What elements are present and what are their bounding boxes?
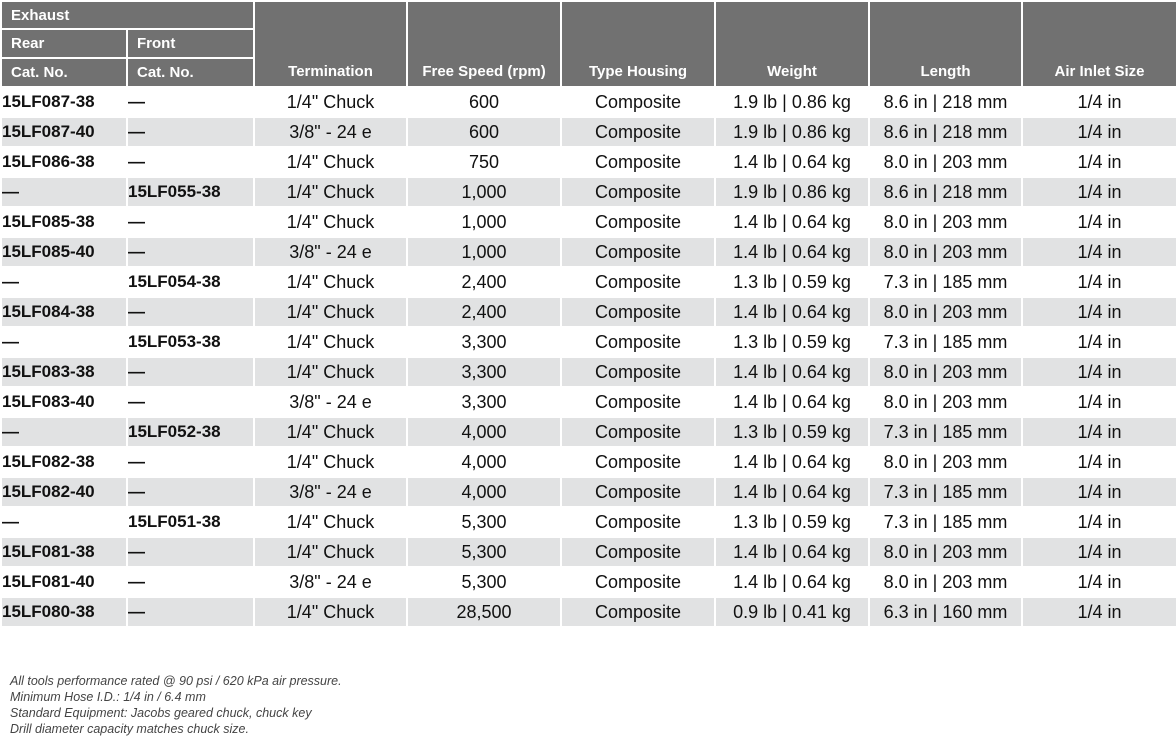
cell-cat-no-rear: 15LF087-40 bbox=[1, 117, 127, 147]
table-row bbox=[1, 207, 1176, 237]
header-cat-no-rear: Cat. No. bbox=[1, 58, 127, 87]
header-weight: Weight bbox=[715, 1, 869, 87]
cell-cat-no-front: 15LF054-38 bbox=[127, 267, 254, 297]
cell-free-speed: 750 bbox=[407, 147, 561, 177]
cell-termination: 3/8" - 24 e bbox=[254, 237, 407, 267]
cell-free-speed: 1,000 bbox=[407, 237, 561, 267]
cell-free-speed: 2,400 bbox=[407, 267, 561, 297]
cell-air-inlet-size: 1/4 in bbox=[1022, 327, 1176, 357]
cell-type-housing: Composite bbox=[561, 267, 715, 297]
table-row bbox=[1, 507, 1176, 537]
cell-length: 8.0 in | 203 mm bbox=[869, 297, 1022, 327]
header-cat-no-front: Cat. No. bbox=[127, 58, 254, 87]
cell-cat-no-rear: 15LF081-38 bbox=[1, 537, 127, 567]
table-header bbox=[1, 1, 1176, 87]
cell-cat-no-front: — bbox=[127, 147, 254, 177]
cell-type-housing: Composite bbox=[561, 597, 715, 627]
cell-air-inlet-size: 1/4 in bbox=[1022, 147, 1176, 177]
cell-air-inlet-size: 1/4 in bbox=[1022, 387, 1176, 417]
header-air-inlet-size: Air Inlet Size bbox=[1022, 1, 1176, 87]
table-row bbox=[1, 327, 1176, 357]
cell-type-housing: Composite bbox=[561, 387, 715, 417]
cell-cat-no-front: — bbox=[127, 117, 254, 147]
cell-length: 7.3 in | 185 mm bbox=[869, 327, 1022, 357]
cell-length: 8.0 in | 203 mm bbox=[869, 447, 1022, 477]
cell-air-inlet-size: 1/4 in bbox=[1022, 177, 1176, 207]
table-row bbox=[1, 117, 1176, 147]
cell-free-speed: 28,500 bbox=[407, 597, 561, 627]
cell-weight: 1.4 lb | 0.64 kg bbox=[715, 477, 869, 507]
cell-cat-no-front: — bbox=[127, 207, 254, 237]
table-row bbox=[1, 297, 1176, 327]
cell-weight: 1.4 lb | 0.64 kg bbox=[715, 207, 869, 237]
cell-length: 7.3 in | 185 mm bbox=[869, 477, 1022, 507]
cell-length: 8.6 in | 218 mm bbox=[869, 177, 1022, 207]
cell-termination: 1/4" Chuck bbox=[254, 147, 407, 177]
cell-air-inlet-size: 1/4 in bbox=[1022, 117, 1176, 147]
cell-cat-no-rear: 15LF087-38 bbox=[1, 87, 127, 117]
cell-free-speed: 600 bbox=[407, 87, 561, 117]
table-row bbox=[1, 267, 1176, 297]
header-free-speed: Free Speed (rpm) bbox=[407, 1, 561, 87]
cell-free-speed: 1,000 bbox=[407, 207, 561, 237]
header-type-housing: Type Housing bbox=[561, 1, 715, 87]
cell-cat-no-rear: 15LF082-38 bbox=[1, 447, 127, 477]
table-row bbox=[1, 567, 1176, 597]
cell-air-inlet-size: 1/4 in bbox=[1022, 357, 1176, 387]
cell-free-speed: 4,000 bbox=[407, 417, 561, 447]
header-termination: Termination bbox=[254, 1, 407, 87]
cell-type-housing: Composite bbox=[561, 237, 715, 267]
footnote: Standard Equipment: Jacobs geared chuck, chuck key bbox=[10, 706, 312, 720]
cell-weight: 0.9 lb | 0.41 kg bbox=[715, 597, 869, 627]
cell-termination: 3/8" - 24 e bbox=[254, 567, 407, 597]
cell-termination: 1/4" Chuck bbox=[254, 267, 407, 297]
cell-weight: 1.4 lb | 0.64 kg bbox=[715, 357, 869, 387]
cell-type-housing: Composite bbox=[561, 567, 715, 597]
cell-termination: 1/4" Chuck bbox=[254, 297, 407, 327]
cell-cat-no-front: — bbox=[127, 477, 254, 507]
cell-type-housing: Composite bbox=[561, 147, 715, 177]
cell-length: 8.0 in | 203 mm bbox=[869, 387, 1022, 417]
table-row bbox=[1, 537, 1176, 567]
cell-termination: 1/4" Chuck bbox=[254, 327, 407, 357]
cell-cat-no-rear: 15LF082-40 bbox=[1, 477, 127, 507]
cell-cat-no-rear: 15LF085-38 bbox=[1, 207, 127, 237]
cell-cat-no-front: — bbox=[127, 387, 254, 417]
cell-cat-no-front: — bbox=[127, 297, 254, 327]
header-length: Length bbox=[869, 1, 1022, 87]
table-row bbox=[1, 87, 1176, 117]
cell-type-housing: Composite bbox=[561, 447, 715, 477]
cell-length: 8.0 in | 203 mm bbox=[869, 567, 1022, 597]
cell-free-speed: 1,000 bbox=[407, 177, 561, 207]
table-row bbox=[1, 177, 1176, 207]
footnote: Drill diameter capacity matches chuck size. bbox=[10, 722, 249, 736]
cell-length: 8.0 in | 203 mm bbox=[869, 207, 1022, 237]
footnote: Minimum Hose I.D.: 1/4 in / 6.4 mm bbox=[10, 690, 206, 704]
cell-cat-no-rear: — bbox=[1, 267, 127, 297]
cell-cat-no-front: — bbox=[127, 237, 254, 267]
cell-cat-no-rear: 15LF083-38 bbox=[1, 357, 127, 387]
table-row bbox=[1, 237, 1176, 267]
cell-free-speed: 5,300 bbox=[407, 537, 561, 567]
cell-air-inlet-size: 1/4 in bbox=[1022, 447, 1176, 477]
cell-cat-no-front: 15LF053-38 bbox=[127, 327, 254, 357]
table-row bbox=[1, 477, 1176, 507]
cell-length: 8.0 in | 203 mm bbox=[869, 537, 1022, 567]
header-front: Front bbox=[127, 29, 254, 58]
cell-air-inlet-size: 1/4 in bbox=[1022, 537, 1176, 567]
cell-type-housing: Composite bbox=[561, 177, 715, 207]
footnotes bbox=[10, 673, 342, 737]
cell-type-housing: Composite bbox=[561, 537, 715, 567]
cell-length: 6.3 in | 160 mm bbox=[869, 597, 1022, 627]
cell-length: 8.0 in | 203 mm bbox=[869, 357, 1022, 387]
header-exhaust: Exhaust bbox=[1, 1, 254, 29]
cell-cat-no-rear: 15LF083-40 bbox=[1, 387, 127, 417]
cell-weight: 1.9 lb | 0.86 kg bbox=[715, 117, 869, 147]
cell-type-housing: Composite bbox=[561, 327, 715, 357]
cell-type-housing: Composite bbox=[561, 297, 715, 327]
cell-length: 8.0 in | 203 mm bbox=[869, 147, 1022, 177]
cell-cat-no-front: 15LF051-38 bbox=[127, 507, 254, 537]
cell-free-speed: 600 bbox=[407, 117, 561, 147]
footnote: All tools performance rated @ 90 psi / 620 kPa air pressure. bbox=[10, 674, 342, 688]
table-row bbox=[1, 597, 1176, 627]
cell-cat-no-rear: 15LF080-38 bbox=[1, 597, 127, 627]
cell-type-housing: Composite bbox=[561, 507, 715, 537]
cell-weight: 1.4 lb | 0.64 kg bbox=[715, 147, 869, 177]
cell-weight: 1.3 lb | 0.59 kg bbox=[715, 417, 869, 447]
cell-cat-no-front: — bbox=[127, 597, 254, 627]
cell-free-speed: 4,000 bbox=[407, 477, 561, 507]
cell-length: 7.3 in | 185 mm bbox=[869, 417, 1022, 447]
cell-air-inlet-size: 1/4 in bbox=[1022, 87, 1176, 117]
cell-termination: 1/4" Chuck bbox=[254, 207, 407, 237]
cell-weight: 1.4 lb | 0.64 kg bbox=[715, 237, 869, 267]
cell-weight: 1.3 lb | 0.59 kg bbox=[715, 267, 869, 297]
cell-weight: 1.4 lb | 0.64 kg bbox=[715, 387, 869, 417]
cell-cat-no-rear: 15LF084-38 bbox=[1, 297, 127, 327]
cell-cat-no-rear: — bbox=[1, 177, 127, 207]
header-rear: Rear bbox=[1, 29, 127, 58]
cell-termination: 1/4" Chuck bbox=[254, 417, 407, 447]
cell-termination: 3/8" - 24 e bbox=[254, 117, 407, 147]
cell-termination: 1/4" Chuck bbox=[254, 507, 407, 537]
cell-length: 7.3 in | 185 mm bbox=[869, 507, 1022, 537]
cell-air-inlet-size: 1/4 in bbox=[1022, 267, 1176, 297]
cell-free-speed: 3,300 bbox=[407, 387, 561, 417]
cell-termination: 1/4" Chuck bbox=[254, 447, 407, 477]
cell-weight: 1.4 lb | 0.64 kg bbox=[715, 297, 869, 327]
cell-cat-no-front: — bbox=[127, 357, 254, 387]
cell-type-housing: Composite bbox=[561, 87, 715, 117]
cell-termination: 3/8" - 24 e bbox=[254, 387, 407, 417]
cell-air-inlet-size: 1/4 in bbox=[1022, 477, 1176, 507]
cell-weight: 1.9 lb | 0.86 kg bbox=[715, 87, 869, 117]
cell-type-housing: Composite bbox=[561, 357, 715, 387]
cell-free-speed: 4,000 bbox=[407, 447, 561, 477]
cell-type-housing: Composite bbox=[561, 477, 715, 507]
cell-termination: 3/8" - 24 e bbox=[254, 477, 407, 507]
cell-weight: 1.9 lb | 0.86 kg bbox=[715, 177, 869, 207]
cell-cat-no-front: — bbox=[127, 447, 254, 477]
cell-length: 8.6 in | 218 mm bbox=[869, 117, 1022, 147]
cell-termination: 1/4" Chuck bbox=[254, 357, 407, 387]
cell-length: 8.0 in | 203 mm bbox=[869, 237, 1022, 267]
cell-air-inlet-size: 1/4 in bbox=[1022, 237, 1176, 267]
cell-termination: 1/4" Chuck bbox=[254, 537, 407, 567]
cell-cat-no-rear: — bbox=[1, 417, 127, 447]
cell-air-inlet-size: 1/4 in bbox=[1022, 297, 1176, 327]
cell-free-speed: 2,400 bbox=[407, 297, 561, 327]
cell-cat-no-rear: — bbox=[1, 327, 127, 357]
cell-length: 8.6 in | 218 mm bbox=[869, 87, 1022, 117]
cell-air-inlet-size: 1/4 in bbox=[1022, 567, 1176, 597]
cell-free-speed: 5,300 bbox=[407, 507, 561, 537]
cell-cat-no-front: — bbox=[127, 537, 254, 567]
cell-type-housing: Composite bbox=[561, 207, 715, 237]
cell-free-speed: 3,300 bbox=[407, 357, 561, 387]
cell-cat-no-front: — bbox=[127, 87, 254, 117]
cell-cat-no-front: 15LF055-38 bbox=[127, 177, 254, 207]
cell-termination: 1/4" Chuck bbox=[254, 87, 407, 117]
cell-type-housing: Composite bbox=[561, 117, 715, 147]
cell-type-housing: Composite bbox=[561, 417, 715, 447]
cell-length: 7.3 in | 185 mm bbox=[869, 267, 1022, 297]
cell-termination: 1/4" Chuck bbox=[254, 597, 407, 627]
cell-cat-no-front: 15LF052-38 bbox=[127, 417, 254, 447]
table-row bbox=[1, 417, 1176, 447]
cell-termination: 1/4" Chuck bbox=[254, 177, 407, 207]
cell-cat-no-rear: 15LF081-40 bbox=[1, 567, 127, 597]
cell-weight: 1.4 lb | 0.64 kg bbox=[715, 537, 869, 567]
cell-air-inlet-size: 1/4 in bbox=[1022, 207, 1176, 237]
cell-weight: 1.4 lb | 0.64 kg bbox=[715, 447, 869, 477]
table-row bbox=[1, 147, 1176, 177]
table-row bbox=[1, 387, 1176, 417]
cell-weight: 1.4 lb | 0.64 kg bbox=[715, 567, 869, 597]
cell-cat-no-rear: 15LF086-38 bbox=[1, 147, 127, 177]
cell-air-inlet-size: 1/4 in bbox=[1022, 597, 1176, 627]
cell-air-inlet-size: 1/4 in bbox=[1022, 417, 1176, 447]
cell-weight: 1.3 lb | 0.59 kg bbox=[715, 507, 869, 537]
table-row bbox=[1, 357, 1176, 387]
table-row bbox=[1, 447, 1176, 477]
cell-cat-no-front: — bbox=[127, 567, 254, 597]
cell-free-speed: 5,300 bbox=[407, 567, 561, 597]
cell-air-inlet-size: 1/4 in bbox=[1022, 507, 1176, 537]
cell-cat-no-rear: — bbox=[1, 507, 127, 537]
cell-free-speed: 3,300 bbox=[407, 327, 561, 357]
table-body bbox=[1, 87, 1176, 627]
cell-cat-no-rear: 15LF085-40 bbox=[1, 237, 127, 267]
cell-weight: 1.3 lb | 0.59 kg bbox=[715, 327, 869, 357]
